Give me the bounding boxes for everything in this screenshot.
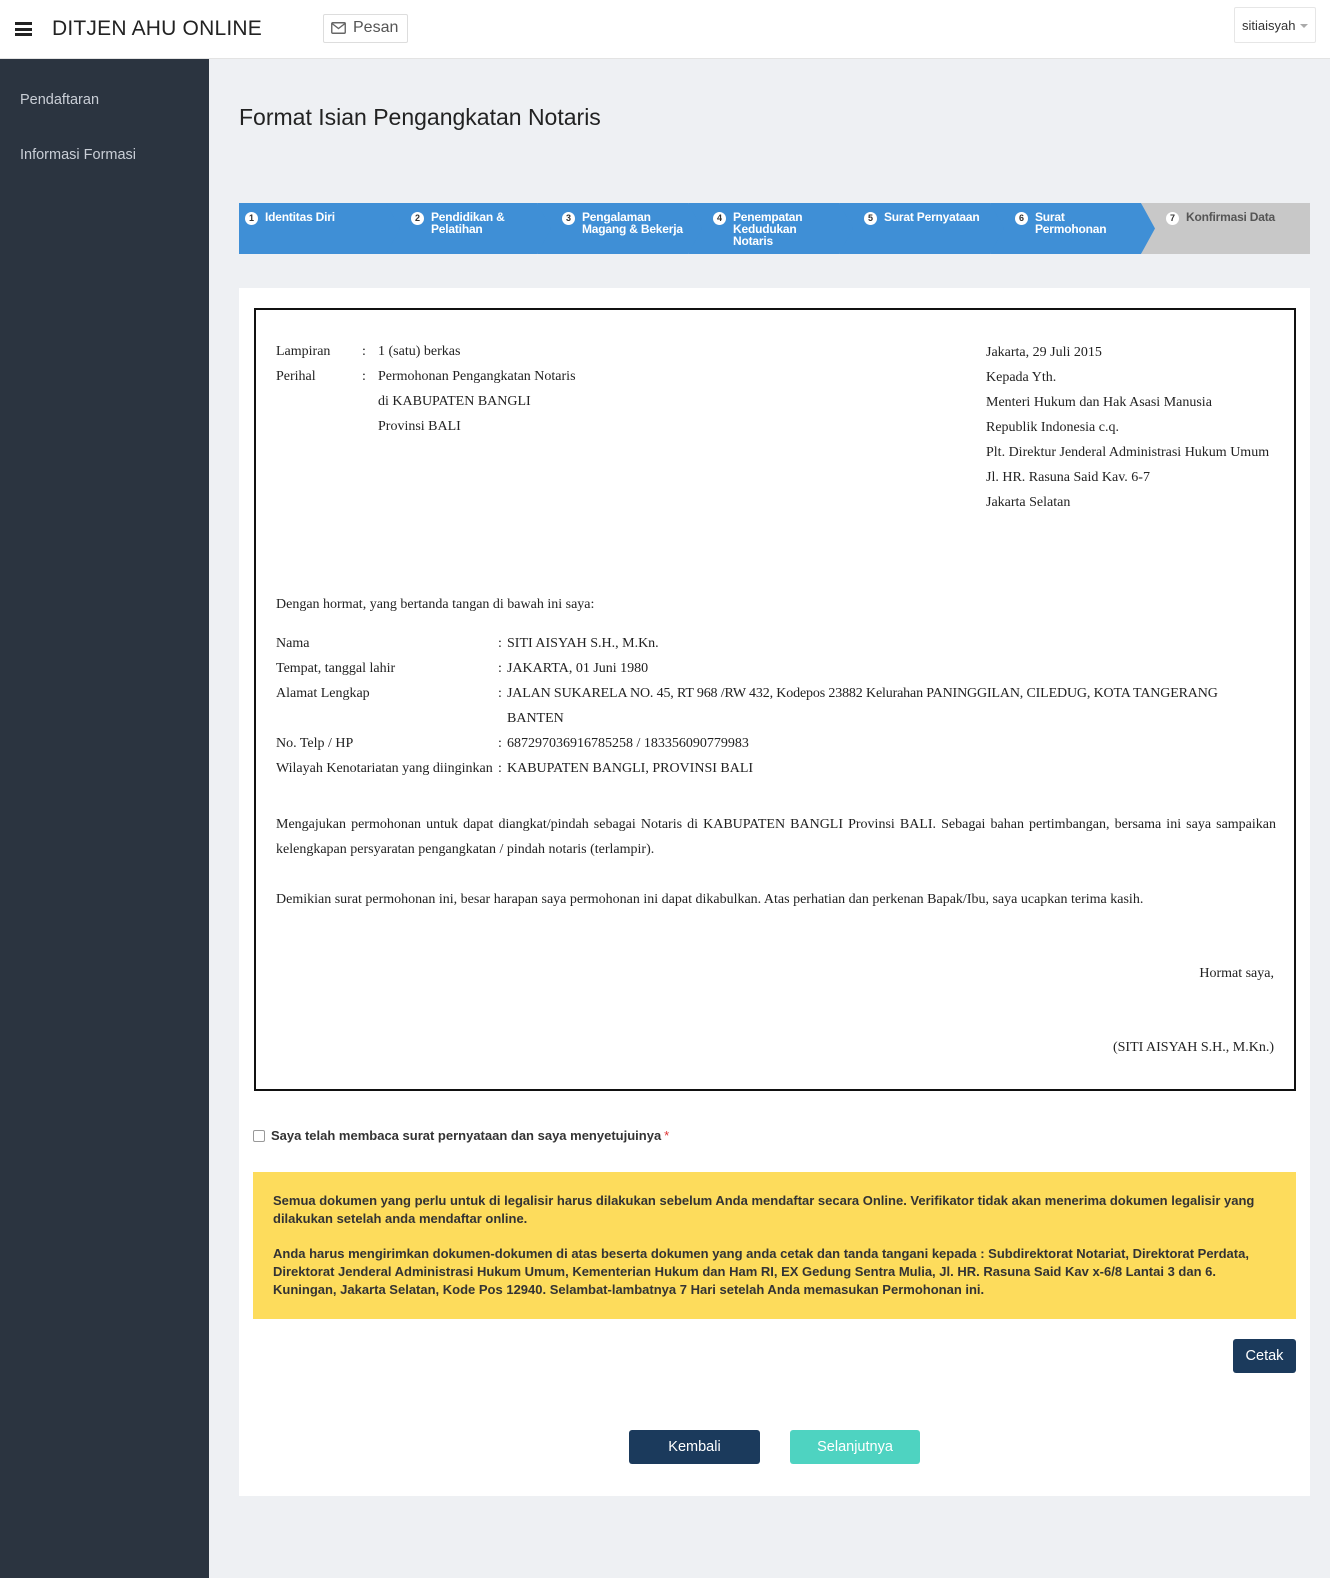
field-colon: : [498, 761, 502, 776]
perihal-line: di KABUPATEN BANGLI [378, 394, 531, 409]
selanjutnya-button[interactable]: Selanjutnya [790, 1430, 920, 1464]
perihal-line: Permohonan Pengangkatan Notaris [378, 369, 576, 384]
top-navbar [0, 0, 1330, 59]
wizard-step-1[interactable] [239, 203, 408, 254]
wizard-step-7[interactable] [1141, 203, 1310, 254]
address-line: Republik Indonesia c.q. [986, 420, 1119, 435]
cetak-button[interactable]: Cetak [1233, 1339, 1296, 1373]
address-line: Plt. Direktur Jenderal Administrasi Hukum Umum [986, 445, 1270, 460]
address-line: Jakarta, 29 Juli 2015 [986, 345, 1102, 360]
field-value: JAKARTA, 01 Juni 1980 [507, 661, 649, 676]
field-colon: : [498, 661, 502, 676]
address-line: Jl. HR. Rasuna Said Kav. 6-7 [986, 470, 1150, 485]
user-dropdown[interactable] [1234, 7, 1316, 43]
kembali-button[interactable]: Kembali [629, 1430, 760, 1464]
agreement-label[interactable]: Saya telah membaca surat pernyataan dan saya menyetujuinya [271, 1128, 662, 1143]
wizard-steps [239, 203, 1310, 254]
field-value: SITI AISYAH S.H., M.Kn. [507, 636, 659, 651]
pesan-label: Pesan [353, 19, 399, 36]
lampiran-label: Lampiran [276, 344, 331, 359]
field-colon: : [498, 686, 502, 701]
wizard-step-label: Pendidikan & Pelatihan [431, 210, 505, 236]
required-mark: * [664, 1128, 670, 1143]
letter-body-paragraph: Demikian surat permohonan ini, besar harapan saya permohonan ini dapat dikabulkan. Atas perhatian dan perkenan Bapak/Ibu, saya ucapkan terima kasih. [276, 892, 1144, 907]
wizard-step-number: 2 [411, 212, 424, 225]
caret-down-icon [1300, 24, 1308, 28]
field-value: JALAN SUKARELA NO. 45, RT 968 /RW 432, Kodepos 23882 Kelurahan PANINGGILAN, CILEDUG, KOTA TANGERANG [507, 686, 1218, 701]
wizard-step-number: 3 [562, 212, 575, 225]
field-label: Nama [276, 636, 310, 651]
wizard-step-2[interactable] [386, 203, 555, 254]
wizard-step-number: 6 [1015, 212, 1028, 225]
field-label: Alamat Lengkap [276, 686, 370, 701]
alert-paragraph: Anda harus mengirimkan dokumen-dokumen di atas beserta dokumen yang anda cetak dan tanda tangani kepada : Subdirektorat Notariat, Direktorat Perdata, Direktorat Jenderal Administrasi Hukum Umum, Kementerian Hukum dan Ham RI, EX Gedung Sentra Mulia, Jl. HR. Rasuna Said Kav x-6/8 Lantai 3 dan 6. Kuningan, Jakarta Selatan, Kode Pos 12940. Selambat-lambatnya 7 Hari setelah Anda memasukan Permohonan ini. [273, 1246, 1249, 1297]
wizard-step-label: Surat Permohonan [1035, 210, 1107, 236]
address-line: Kepada Yth. [986, 370, 1057, 385]
wizard-step-number: 1 [245, 212, 258, 225]
wizard-step-number: 5 [864, 212, 877, 225]
lampiran-value: 1 (satu) berkas [378, 344, 461, 359]
wizard-step-number: 4 [713, 212, 726, 225]
pesan-button[interactable] [323, 14, 408, 43]
field-label: Tempat, tanggal lahir [276, 661, 396, 676]
brand-title[interactable]: DITJEN AHU ONLINE [52, 17, 262, 40]
field-label: Wilayah Kenotariatan yang diinginkan [276, 761, 493, 776]
wizard-step-4[interactable] [688, 203, 857, 254]
field-colon: : [498, 736, 502, 751]
sidebar-item-pendaftaran[interactable]: Pendaftaran [20, 92, 100, 108]
wizard-step-label: Surat Pernyataan [884, 210, 980, 224]
address-line: Menteri Hukum dan Hak Asasi Manusia [986, 395, 1212, 410]
wizard-step-5[interactable] [839, 203, 1008, 254]
field-colon: : [498, 636, 502, 651]
page-title: Format Isian Pengangkatan Notaris [239, 104, 601, 130]
alert-paragraph: Semua dokumen yang perlu untuk di legalisir harus dilakukan sebelum Anda mendaftar secara Online. Verifikator tidak akan menerima dokumen legalisir yang dilakukan setelah anda mendaftar online. [273, 1193, 1255, 1226]
signature: (SITI AISYAH S.H., M.Kn.) [1112, 1040, 1274, 1055]
agreement-checkbox[interactable] [253, 1130, 265, 1142]
address-line: Jakarta Selatan [986, 495, 1071, 510]
hamburger-menu-icon[interactable] [15, 22, 32, 36]
wizard-step-label: Identitas Diri [265, 210, 335, 224]
wizard-step-label: Penempatan Kedudukan Notaris [733, 210, 803, 248]
envelope-icon [331, 22, 346, 34]
wizard-step-6[interactable] [990, 203, 1159, 254]
wizard-step-number: 7 [1166, 212, 1179, 225]
perihal-line: Provinsi BALI [378, 419, 461, 434]
perihal-label: Perihal [276, 369, 316, 384]
wizard-step-label: Konfirmasi Data [1186, 210, 1276, 224]
sidebar-item-informasi-formasi[interactable]: Informasi Formasi [20, 147, 137, 163]
field-label: No. Telp / HP [276, 736, 354, 751]
warning-alert [253, 1172, 1296, 1319]
sidebar [0, 59, 209, 1578]
username: sitiaisyah [1242, 18, 1296, 33]
field-value: 687297036916785258 / 183356090779983 [507, 736, 749, 751]
wizard-step-label: Pengalaman Magang & Bekerja [582, 210, 683, 236]
letter-preview [254, 308, 1296, 1091]
wizard-step-3[interactable] [537, 203, 706, 254]
letter-body-paragraph: Mengajukan permohonan untuk dapat diangkat/pindah sebagai Notaris di KABUPATEN BANGLI Provinsi BALI. Sebagai bahan pertimbangan, bersama ini saya sampaikan kelengkapan persyaratan pengangkatan / pindah notaris (terlampir). [276, 817, 1276, 857]
greeting: Dengan hormat, yang bertanda tangan di bawah ini saya: [276, 597, 595, 612]
agreement-row [253, 1128, 669, 1143]
perihal-colon: : [362, 369, 366, 384]
lampiran-colon: : [362, 344, 366, 359]
field-value: KABUPATEN BANGLI, PROVINSI BALI [507, 761, 754, 776]
field-value-continued: BANTEN [507, 711, 564, 726]
closing: Hormat saya, [1199, 966, 1274, 981]
